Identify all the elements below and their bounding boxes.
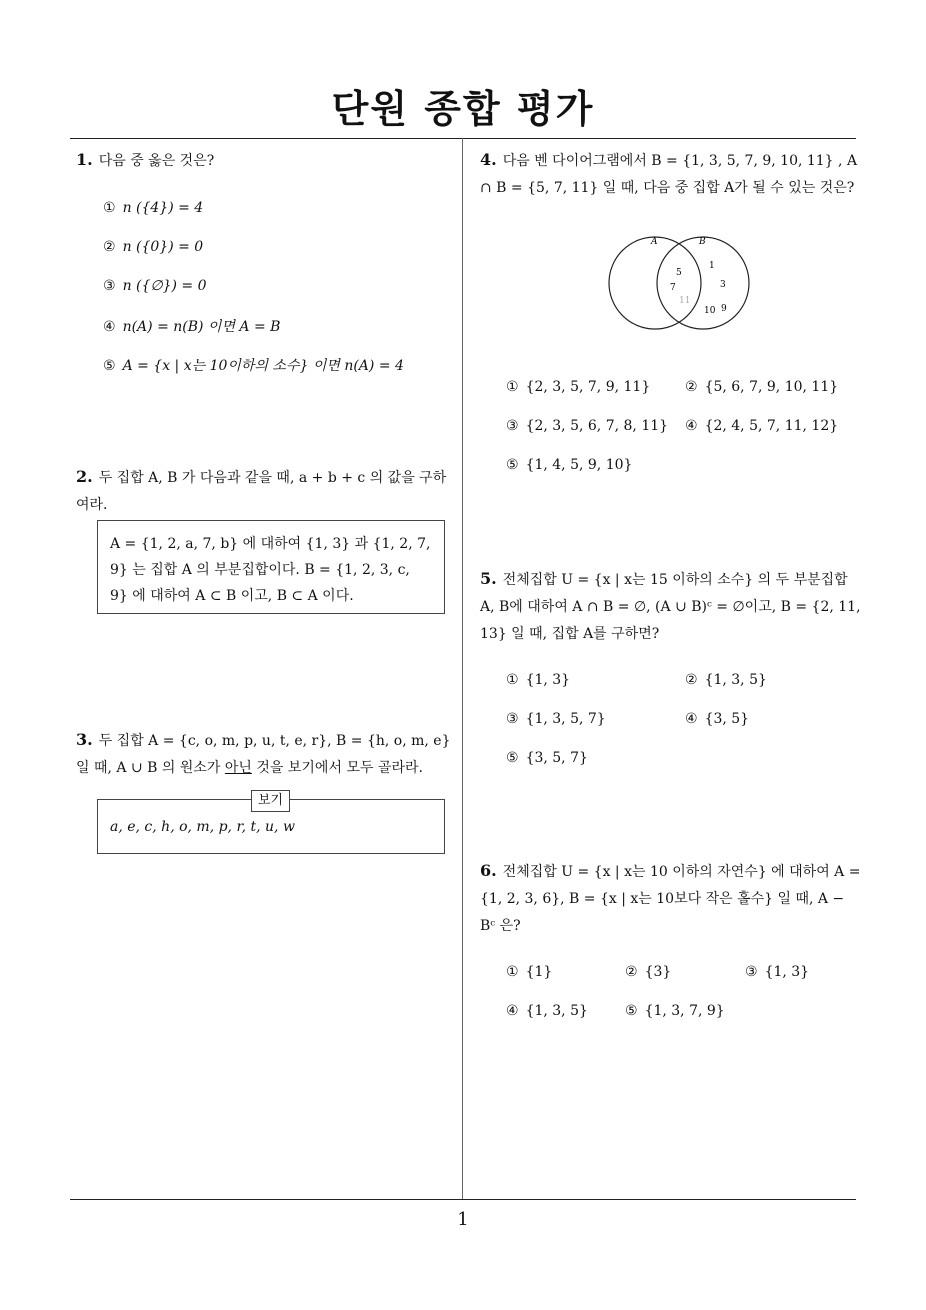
question-2 [76, 463, 458, 519]
page-number: 1 [457, 1209, 469, 1230]
choice-text: {1, 4, 5, 9, 10} [525, 457, 633, 473]
q6-choice-4[interactable] [506, 1003, 588, 1019]
choice-mark: ⑤ [103, 358, 116, 374]
choice-text: {3} [644, 964, 672, 980]
question-6-stem [480, 857, 862, 940]
question-text: 두 집합 A, B 가 다음과 같을 때, a + b + c 의 값을 구하여라. [76, 470, 447, 513]
choice-text: {2, 3, 5, 6, 7, 8, 11} [525, 418, 669, 434]
choice-mark: ③ [745, 964, 758, 980]
choice-mark: ① [506, 379, 519, 395]
venn-element: 7 [670, 283, 676, 293]
question-1-stem [76, 146, 456, 175]
q6-choice-5[interactable] [625, 1003, 725, 1019]
q2-condition-box [97, 520, 445, 614]
choice-text: n ({∅}) = 0 [122, 278, 207, 294]
choice-mark: ③ [506, 711, 519, 727]
choice-mark: ⑤ [506, 457, 519, 473]
venn-element: 1 [709, 261, 715, 271]
choice-mark: ④ [506, 1003, 519, 1019]
question-1 [76, 146, 456, 175]
q5-choice-4[interactable] [685, 711, 749, 727]
q3-example-text: a, e, c, h, o, m, p, r, t, u, w [110, 819, 295, 835]
choice-mark: ⑤ [625, 1003, 638, 1019]
choice-mark: ⑤ [506, 750, 519, 766]
question-6 [480, 857, 862, 940]
set-b-label: B [699, 237, 706, 247]
q4-choice-3[interactable] [506, 418, 668, 434]
question-5 [480, 565, 862, 648]
q6-choice-1[interactable] [506, 964, 552, 980]
venn-element: 11 [679, 296, 691, 306]
choice-text: {2, 3, 5, 7, 9, 11} [525, 379, 651, 395]
venn-diagram [600, 232, 760, 334]
choice-text: {1, 3, 5, 7} [525, 711, 606, 727]
q6-choice-2[interactable] [625, 964, 671, 980]
question-4-stem [480, 146, 860, 202]
question-text: 전체집합 U = {x | x는 15 이하의 소수} 의 두 부분집합 A, B에 대하여 A ∩ B = ∅, (A ∪ B)ᶜ = ∅이고, B = {2, 11, 13} 일 때, 집합 A를 구하면? [480, 572, 861, 642]
question-3-stem [76, 726, 460, 782]
underlined-word: 아닌 [224, 760, 252, 776]
q2-condition-text: A = {1, 2, a, 7, b} 에 대하여 {1, 3} 과 {1, 2, 7, 9} 는 집합 A 의 부분집합이다. B = {1, 2, 3, c, 9} 에 대하여 A ⊂ B 이고, B ⊂ A 이다. [110, 536, 431, 604]
choice-text: {1} [525, 964, 553, 980]
venn-element: 3 [720, 280, 726, 290]
column-divider [462, 138, 463, 1199]
q4-choice-1[interactable] [506, 379, 650, 395]
choice-text: {3, 5} [704, 711, 750, 727]
choice-mark: ④ [685, 711, 698, 727]
venn-element: 10 [704, 306, 716, 316]
choice-text: {1, 3, 5} [525, 1003, 588, 1019]
q1-choice-2[interactable] [103, 239, 203, 255]
page-title: 단원 종합 평가 [331, 87, 595, 131]
q5-choice-2[interactable] [685, 672, 767, 688]
question-4 [480, 146, 860, 202]
choice-mark: ④ [685, 418, 698, 434]
q6-choice-3[interactable] [745, 964, 809, 980]
q5-choice-5[interactable] [506, 750, 588, 766]
choice-mark: ② [625, 964, 638, 980]
choice-text: {1, 3, 7, 9} [644, 1003, 725, 1019]
choice-mark: ③ [103, 278, 116, 294]
choice-text: A = {x | x는 10이하의 소수} 이면 n(A) = 4 [122, 358, 404, 374]
q4-choice-4[interactable] [685, 418, 838, 434]
venn-element: 9 [721, 304, 727, 314]
q1-choice-4[interactable] [103, 316, 280, 336]
q4-choice-2[interactable] [685, 379, 838, 395]
question-text: 전체집합 U = {x | x는 10 이하의 자연수} 에 대하여 A = {1, 2, 3, 6}, B = {x | x는 10보다 작은 홀수} 일 때, A − Bᶜ 은? [480, 864, 861, 934]
q1-choice-3[interactable] [103, 278, 207, 294]
footer-rule [70, 1199, 856, 1200]
set-a-label: A [651, 237, 658, 247]
question-2-stem [76, 463, 458, 519]
question-3 [76, 726, 460, 782]
choice-mark: ② [103, 239, 116, 255]
q4-choice-5[interactable] [506, 457, 632, 473]
question-number: 2. [76, 467, 93, 486]
question-text: 다음 벤 다이어그램에서 B = {1, 3, 5, 7, 9, 10, 11} , A ∩ B = {5, 7, 11} 일 때, 다음 중 집합 A가 될 수 있는 것은? [480, 153, 858, 196]
choice-mark: ③ [506, 418, 519, 434]
question-text-end: 것을 보기에서 모두 골라라. [251, 760, 423, 776]
choice-mark: ① [506, 672, 519, 688]
q1-choice-5[interactable] [103, 355, 404, 375]
header-rule [70, 138, 856, 139]
choice-mark: ② [685, 672, 698, 688]
choice-text: {1, 3} [525, 672, 571, 688]
question-number: 5. [480, 569, 497, 588]
choice-mark: ① [103, 200, 116, 216]
choice-mark: ② [685, 379, 698, 395]
choice-text: n ({4}) = 4 [122, 200, 204, 216]
choice-text: n ({0}) = 0 [122, 239, 204, 255]
example-label: 보기 [251, 790, 290, 812]
question-number: 4. [480, 150, 497, 169]
question-number: 3. [76, 730, 93, 749]
choice-text: {5, 6, 7, 9, 10, 11} [704, 379, 839, 395]
choice-mark: ① [506, 964, 519, 980]
q5-choice-3[interactable] [506, 711, 606, 727]
choice-text: {1, 3, 5} [704, 672, 767, 688]
choice-text: {1, 3} [764, 964, 810, 980]
venn-element: 5 [676, 268, 682, 278]
question-number: 6. [480, 861, 497, 880]
choice-mark: ④ [103, 319, 116, 335]
question-text: 두 집합 A = {c, o, m, p, u, t, e, r}, B = {h, o, m, e} 일 때, A ∪ B 의 원소가 [76, 733, 451, 776]
q5-choice-1[interactable] [506, 672, 570, 688]
question-text: 다음 중 옳은 것은? [98, 153, 215, 169]
set-a-circle [609, 237, 701, 329]
question-5-stem [480, 565, 862, 648]
question-number: 1. [76, 150, 93, 169]
choice-text: {3, 5, 7} [525, 750, 588, 766]
choice-text: n(A) = n(B) 이면 A = B [122, 319, 281, 335]
choice-text: {2, 4, 5, 7, 11, 12} [704, 418, 839, 434]
q1-choice-1[interactable] [103, 200, 203, 216]
